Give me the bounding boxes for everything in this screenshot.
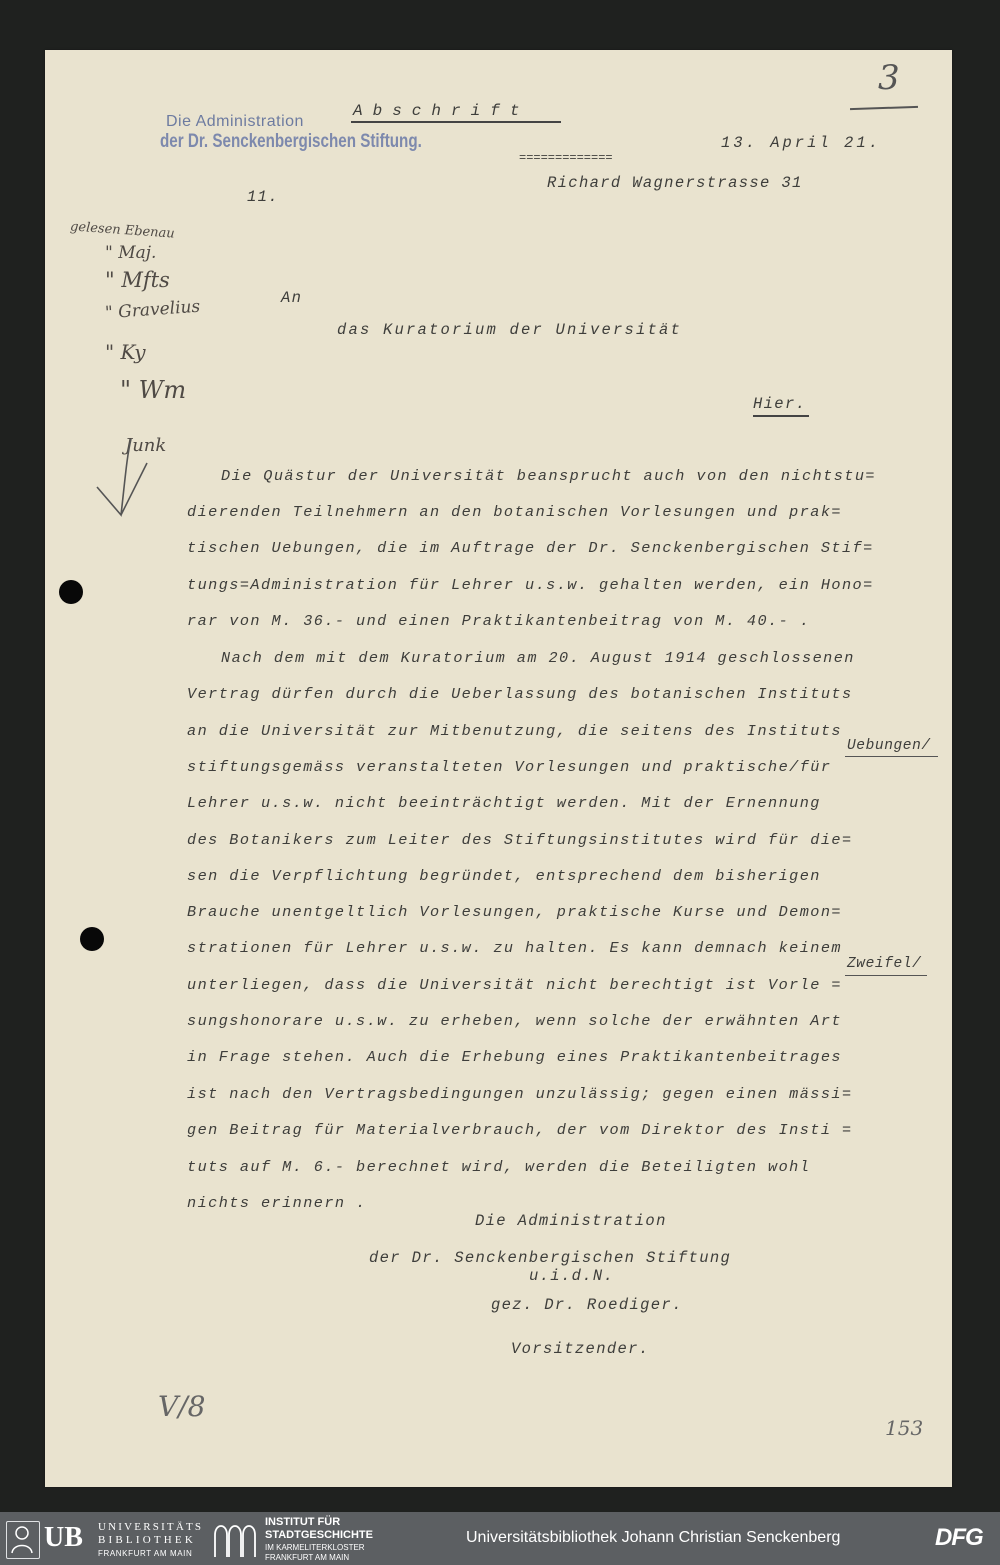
header-rule: ============= — [519, 151, 613, 165]
body-line: ist nach den Vertragsbedingungen unzulässig; gegen einen mässi= — [187, 1085, 853, 1103]
page-number-underline — [850, 106, 918, 110]
closing-line-1: Die Administration — [475, 1212, 667, 1230]
stamp-line-1: Die Administration — [166, 113, 304, 130]
body-line: an die Universität zur Mitbenutzung, die seitens des Instituts — [187, 722, 842, 740]
punch-hole — [59, 580, 83, 604]
margin-note: " Gravelius — [104, 296, 201, 324]
isg-name-line-3: IM KARMELITERKLOSTER — [265, 1543, 365, 1552]
body-line: tischen Uebungen, die im Auftrage der Dr. Senckenbergischen Stif= — [187, 539, 874, 557]
body-line: nichts erinnern . — [187, 1194, 367, 1212]
closing-line-2: der Dr. Senckenbergischen Stiftung — [369, 1249, 732, 1267]
closing-line-5: Vorsitzender. — [511, 1340, 650, 1358]
ub-logo-text: UB — [44, 1522, 83, 1553]
salutation-to: An — [281, 289, 303, 307]
punch-hole — [80, 927, 104, 951]
letter-heading: Abschrift — [353, 102, 530, 120]
isg-name-line-2: STADTGESCHICHTE — [265, 1529, 373, 1541]
stamp-line-2: der Dr. Senckenbergischen Stiftung. — [160, 131, 422, 152]
isg-name-line-4: FRANKFURT AM MAIN — [265, 1553, 350, 1562]
margin-note: " Ky — [105, 340, 146, 364]
body-line: gen Beitrag für Materialverbrauch, der vom Direktor des Insti = — [187, 1121, 853, 1139]
handwritten-folio-number: 153 — [885, 1416, 924, 1440]
insert-zweifel-underline — [845, 975, 927, 976]
margin-note: " Mfts — [105, 268, 170, 292]
body-line: in Frage stehen. Auch die Erhebung eines Praktikantenbeitrages — [187, 1048, 842, 1066]
margin-note: gelesen Ebenau — [69, 219, 176, 242]
place-underline — [753, 415, 809, 417]
body-line: rar von M. 36.- und einen Praktikantenbeitrag von M. 40.- . — [187, 612, 811, 630]
recipient-line: das Kuratorium der Universität — [337, 321, 683, 339]
body-line: stiftungsgemäss veranstalteten Vorlesungen und praktische/für — [187, 758, 832, 776]
body-line: Nach dem mit dem Kuratorium am 20. August 1914 geschlossenen — [221, 649, 855, 667]
ub-name-line-2: BIBLIOTHEK — [98, 1534, 196, 1546]
body-line: Die Quästur der Universität beansprucht auch von den nichtstu= — [221, 467, 876, 485]
letter-date: 13. April 21. — [721, 134, 881, 152]
heading-underline — [351, 121, 561, 123]
margin-note: Junk — [125, 435, 167, 456]
insert-zweifel: Zweifel/ — [847, 956, 922, 972]
isg-name-line-1: INSTITUT FÜR — [265, 1516, 341, 1528]
body-line: unterliegen, dass die Universität nicht berechtigt ist Vorle = — [187, 976, 842, 994]
body-line: dierenden Teilnehmern an den botanischen Vorlesungen und prak= — [187, 503, 842, 521]
body-line: sen die Verpflichtung begründet, entsprechend dem bisherigen — [187, 867, 821, 885]
handwritten-page-number: 3 — [878, 58, 900, 98]
body-line: tuts auf M. 6.- berechnet wird, werden die Beteiligten wohl — [187, 1158, 811, 1176]
body-line: tungs=Administration für Lehrer u.s.w. gehalten werden, ein Hono= — [187, 576, 874, 594]
body-line: strationen für Lehrer u.s.w. zu halten. Es kann demnach keinem — [187, 939, 842, 957]
footer-center-text: Universitätsbibliothek Johann Christian Senckenberg — [466, 1529, 841, 1546]
body-line: Brauche unentgeltlich Vorlesungen, praktische Kurse und Demon= — [187, 903, 842, 921]
bust-icon — [7, 1522, 37, 1556]
arcade-icon — [213, 1519, 257, 1559]
body-line: Vertrag dürfen durch die Ueberlassung des botanischen Instituts — [187, 685, 853, 703]
insert-uebungen: Uebungen/ — [847, 738, 931, 754]
body-line: Lehrer u.s.w. nicht beeinträchtigt werden. Mit der Ernennung — [187, 794, 821, 812]
margin-note: " Maj. — [105, 243, 157, 263]
ub-name-line-1: UNIVERSITÄTS — [98, 1521, 204, 1533]
ub-name-line-3: FRANKFURT AM MAIN — [98, 1549, 193, 1558]
margin-note: " Wm — [120, 376, 187, 404]
document-page — [45, 50, 952, 1487]
body-line: des Botanikers zum Leiter des Stiftungsinstitutes wird für die= — [187, 831, 853, 849]
margin-tick-mark — [93, 435, 163, 530]
closing-line-3: u.i.d.N. — [529, 1267, 615, 1285]
dfg-logo: DFG — [935, 1524, 983, 1551]
file-number: 11. — [247, 188, 279, 206]
handwritten-file-mark: V/8 — [158, 1390, 206, 1423]
place-line: Hier. — [753, 395, 807, 413]
ub-logo — [6, 1521, 40, 1559]
street-address: Richard Wagnerstrasse 31 — [547, 174, 803, 192]
closing-line-4: gez. Dr. Roediger. — [491, 1296, 683, 1314]
insert-uebungen-underline — [845, 756, 938, 757]
isg-logo — [213, 1519, 257, 1564]
footer-bar — [0, 1512, 1000, 1565]
body-line: sungshonorare u.s.w. zu erheben, wenn solche der erwähnten Art — [187, 1012, 842, 1030]
